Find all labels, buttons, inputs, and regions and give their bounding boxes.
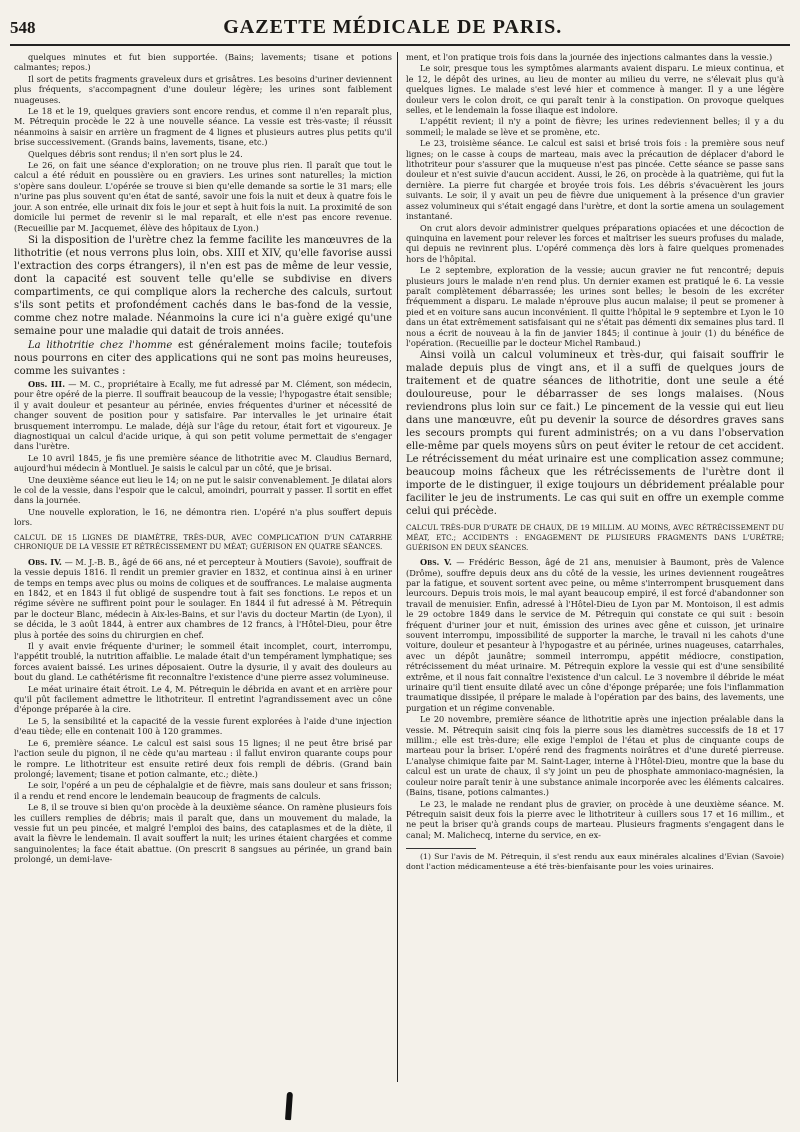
footnote: (1) Sur l'avis de M. Pétrequin, il s'est rendu aux eaux minérales alcalines d'Evian (Savoie) dont l'action médicamenteuse a été très-bienfaisante pour les voies urinaires.	[406, 852, 784, 872]
right-paragraph-6: Le 2 septembre, exploration de la vessie; aucun gravier ne fut rencontré; depuis plusieurs jours le malade n'en rend plus. Un dernier examen est pratiqué le 6. La vessie paraît complètement débarrassée; les urines sont belles; le besoin de les excréter fréquemment a disparu. Le malade n'éprouve plus aucun malaise; il peut se promener à pied et en voiture sans aucun inconvénient. Il quitte l'hôpital le 9 septembre et Lyon le 10 dans un état extrêmement satisfaisant qui ne s'était pas démenti dix semaines plus tard. Il nous a écrit de nouveau à la fin de janvier 1845; il continue à jouir (1) du bénéfice de l'opération. (Recueillie par le docteur Michel Rambaud.)	[406, 265, 784, 348]
journal-title: GAZETTE MÉDICALE DE PARIS.	[223, 16, 563, 38]
lithotritie-homme-italic: La lithotritie chez l'homme	[28, 339, 173, 351]
left-paragraph-9: Le 10 avril 1845, je fis une première séance de lithotritie avec M. Claudius Bernard, aujourd'hui médecin à Montluel. Je saisis le calcul par un côté, que je brisai.	[14, 452, 392, 474]
left-paragraph-16: Le 6, première séance. Le calcul est saisi sous 15 lignes; il ne peut être brisé par l'action seule du pignon, il ne cède qu'au marteau : il fallut environ quarante coups pour le rompre. Le lithotriteur est ensuite retiré deux fois rempli de débris. (Grand bain prolongé; lavement; tisane et potion calmante, etc.; diète.)	[14, 737, 392, 779]
section-caption-1: CALCUL DE 15 LIGNES DE DIAMÈTRE, TRÈS-DUR, AVEC COMPLICATION D'UN CATARRHE CHRONIQUE DE LA VESSIE ET RÉTRÉCISSEMENT DU MÉAT; GUÉRISON EN QUATRE SÉANCES.	[14, 532, 392, 552]
left-paragraph-17: Le soir, l'opéré a un peu de céphalalgie et de fièvre, mais sans douleur et sans frisson; il a rendu et rend encore le lendemain beaucoup de fragments de calculs.	[14, 780, 392, 801]
obs-3-label: Obs. III.	[28, 378, 66, 389]
obs-4-text: — M. J.-B. B., âgé de 66 ans, né et percepteur à Moutiers (Savoie), souffrait de la vessie depuis 1816. Il rendit un premier gravier en 1832, et continua ainsi à en uriner de temps en temps avec plus ou moins de coliques et de souffrances. Le malaise augmenta en 1842, et en 1843 il fut obligé de suspendre tout à fait ses fonctions. Le repos et un régime sévère ne suffirent point pour le soulager. En 1844 il fut adressé à M. Pétrequin par le docteur Blanc, médecin à Aix-les-Bains, et sur l'avis du docteur Martin (de Lyon), il se décida, le 3 août 1844, à entrer aux chambres de 12 francs, à l'Hôtel-Dieu, pour être plus à portée des soins du chirurgien en chef.	[14, 556, 393, 640]
page-number: 548	[10, 18, 36, 37]
left-paragraph-14: Le méat urinaire était étroit. Le 4, M. Pétrequin le débrida en avant et en arrière pour qu'il pût facilement admettre le lithotriteur. Il entretint l'agrandissement avec un cône d'éponge préparée à la cire.	[14, 683, 392, 715]
obs-3-text: — M. C., propriétaire à Ecally, me fut adressé par M. Clément, son médecin, pour être opéré de la pierre. Il souffrait beaucoup de la vessie; l'hypogastre était sensible; il y avait douleur et pesanteur au périnée, envies fréquentes d'uriner et nécessité de changer souvent de position pour y satisfaire. Par intervalles le jet urinaire était brusquement interrompu. Le malade, déjà sur l'âge du retour, était fort et vigoureux. Je diagnostiquai un calcul d'acide urique, à qui son petit volume permettait de s'engager dans l'urètre.	[14, 378, 393, 452]
obs-5-text: — Frédéric Besson, âgé de 21 ans, menuisier à Baumont, près de Valence (Drôme), souffre depuis deux ans du côté de la vessie, les urines deviennent rougeâtres par la fatigue, et souvent sortent avec peine, ou même s'interrompent brusquement dans leurcours. Depuis trois mois, le mal ayant beaucoup empiré, il est forcé d'abandonner son travail de menuisier. Enfin, adressé à l'Hôtel-Dieu de Lyon par M. Montoison, il est admis le 29 octobre 1849 dans le service de M. Pétrequin qui constate ce qui suit : besoin fréquent d'uriner jour et nuit, émission des urines avec gêne et cuisson, jet urinaire souvent interrompu, impossibilité de supporter la marche, le travail ni les cahots d'une voiture, douleur et pesanteur à l'hypogastre et au périnée, urines nuageuses, catarrhales, avec un dépôt jaunâtre; sommeil interrompu, appétit médiocre, constipation, rétrécissement du méat urinaire. M. Pétrequin explore la vessie qui est d'une sensibilité extrême, et il nous fait connaître l'existence d'un calcul. Le 3 novembre il débride le méat urinaire qu'il tient ensuite dilaté avec un cône d'éponge préparée; une fois l'inflammation traumatique dissipée, il prépare le malade à l'opération par des bains, des lavements, une purgation et un régime convenable.	[406, 557, 784, 713]
right-paragraph-4: Le 23, troisième séance. Le calcul est saisi et brisé trois fois : la première sous neuf lignes; on le casse à coups de marteau, mais avec la précaution de déplacer d'abord le lithotriteur pour s'assurer que la muqueuse n'est pas pincée. Cette séance se passe sans douleur et n'est suivie d'aucun accident. Aussi, le 26, on procède à la quatrième, qui fut la dernière. La pierre fut chargée et broyée trois fois. Les débris s'évacuèrent les jours suivants. Le soir, il y avait un peu de fièvre due uniquement à la présence d'un gravier assez volumineux qui s'était engagé dans l'urètre, et dont la sortie amena un soulagement instantané.	[406, 138, 784, 222]
right-paragraph-3: L'appétit revient; il n'y a point de fièvre; les urines redeviennent belles; il y a du sommeil; le malade se lève et se promène, etc.	[406, 116, 784, 137]
obs-5-label: Obs. V.	[420, 557, 452, 568]
left-paragraph-5: Le 26, on fait une séance d'exploration; on ne trouve plus rien. Il paraît que tout le calcul a été réduit en poussière ou en graviers. Les urines sont naturelles; la miction s'opère sans douleur. L'opérée se trouve si bien qu'elle demande sa sortie le 31 mars; elle n'urine pas plus souvent qu'en état de santé, savoir une fois la nuit et deux à quatre fois le jour. A son entrée, elle urinait dix fois le jour et sept à huit fois la nuit. La proximité de son domicile lui permet de revenir si le mal reparaît, et elle n'est pas encore revenue. (Recueillie par M. Jacquemet, élève des hôpitaux de Lyon.)	[14, 160, 392, 233]
right-paragraph-5: On crut alors devoir administrer quelques préparations opiacées et une décoction de quinquina en lavement pour relever les forces et maîtriser les sueurs profuses du malade, qui depuis ne revinrent plus. L'opéré commença dès lors à faire quelques promenades hors de l'hôpital.	[406, 222, 784, 264]
page-header	[10, 16, 790, 46]
left-paragraph-4: Quelques débris sont rendus; il n'en sort plus le 24.	[28, 148, 243, 159]
left-paragraph-10: Une deuxième séance eut lieu le 14; on ne put le saisir convenablement. Je dilatai alors le col de la vessie, dans l'espoir que le calcul, amoindri, pourrait y passer. Il sortit en effet dans la journée.	[14, 474, 392, 506]
right-paragraph-1: ment, et l'on pratique trois fois dans la journée des injections calmantes dans la vessie.)	[406, 52, 773, 62]
right-column	[406, 52, 784, 873]
left-paragraph-3: Le 18 et le 19, quelques graviers sont encore rendus, et comme il n'en reparaît plus, M. Pétrequin procède le 22 à une nouvelle séance. La vessie est très-vaste; il réussit néanmoins à saisir en arrière un fragment de 4 lignes et plusieurs autres plus petits qu'il brise successivement. (Grands bains, lavements, tisane, etc.)	[14, 106, 392, 148]
left-paragraph-13: Il y avait envie fréquente d'uriner; le sommeil était incomplet, court, interrompu, l'appétit troublé, la nutrition affaiblie. Le malade était d'un tempérament lymphatique; ses forces avaient baissé. Les urines déposaient. Outre la dysurie, il y avait des douleurs au bout du gland. Le cathétérisme fit reconnaître l'existence d'une pierre assez volumineuse.	[14, 641, 392, 683]
left-paragraph-7	[14, 339, 392, 378]
left-paragraph-1: quelques minutes et fut bien supportée. (Bains; lavements; tisane et potions calmantes; repos.)	[14, 52, 392, 73]
left-paragraph-15: Le 5, la sensibilité et la capacité de la vessie furent explorées à l'aide d'une injection d'eau tiède; elle en contenait 100 à 120 grammes.	[14, 715, 392, 737]
observation-3	[14, 379, 392, 452]
right-paragraph-9: Le 20 novembre, première séance de lithotritie après une injection préalable dans la vessie. M. Pétrequin saisit cinq fois la pierre sous les diamètres successifs de 18 et 17 millim.; elle est très-dure; elle exige l'emploi de l'étau et plus de cinquante coups de marteau pour la briser. L'opéré rend des fragments noirâtres et d'une dureté pierreuse. L'analyse chimique faite par M. Saint-Lager, interne à l'Hôtel-Dieu, montre que la base du calcul est un urate de chaux, il s'y joint un peu de phosphate ammoniaco-magnésien, la couleur noire paraît tenir à une substance animale incorporée avec les éléments calcaires. (Bains, tisane, potions calmantes.)	[406, 714, 784, 798]
left-column	[14, 52, 392, 866]
right-paragraph-2: Le soir, presque tous les symptômes alarmants avaient disparu. Le mieux continua, et le 12, le dépôt des urines, au lieu de monter au milieu du verre, ne s'élevait plus qu'à quelques lignes. Le malade s'est levé hier et commence à manger. Il y a une légère douleur vers le colon droit, ce qui paraît tenir à la constipation. On provoque quelques selles, et le lendemain la fosse iliaque est indolore.	[406, 63, 784, 116]
right-paragraph-7: Ainsi voilà un calcul volumineux et très-dur, qui faisait souffrir le malade depuis plus de vingt ans, et il a suffi de quelques jours de traitement et de quatre séances de lithotritie, dont une seule a été douloureuse, pour le débarrasser de ses longs malaises. (Nous reviendrons plus loin sur ce fait.) Le pincement de la vessie qui eut lieu dans une manœuvre, eût pu devenir la source de désordres graves sans les secours prompts qui furent administrés; on a vu dans l'observation elle-même par quels moyens sûrs on peut éviter le retour de cet accident. Le rétrécissement du méat urinaire est une complication assez commune; beaucoup moins fâcheux que les rétrécissements de l'urètre dont il importe de le distinguer, il exige toujours un débridement préalable pour faciliter le jeu de instruments. Le cas qui suit en offre un exemple comme celui qui précède.	[406, 350, 784, 518]
right-paragraph-10: Le 23, le malade ne rendant plus de gravier, on procède à une deuxième séance. M. Pétrequin saisit deux fois la pierre avec le lithotriteur à cuillers sous 17 et 16 millim., et ne peut la briser qu'à grands coups de marteau. Plusieurs fragments s'engagent dans le canal; M. Malichecq, interne du service, en ex-	[406, 798, 784, 840]
left-paragraph-6: Si la disposition de l'urètre chez la femme facilite les manœuvres de la lithotritie (et nous verrons plus loin, obs. XIII et XIV, qu'elle favorise aussi l'extraction des corps étrangers), il n'en est pas de même de leur vessie, dont la capacité est souvent telle qu'elle se subdivise en divers compartiments, ce qui complique alors la recherche des calculs, surtout s'ils sont petits et profondément cachés dans le bas-fond de la vessie, comme chez notre malade. Néanmoins la cure ici n'a guère exigé qu'une semaine pour une maladie qui datait de trois années.	[14, 234, 392, 337]
observation-5	[406, 557, 784, 713]
footnote-rule	[406, 848, 476, 849]
obs-4-label: Obs. IV.	[28, 556, 62, 567]
section-caption-2: CALCUL TRÈS-DUR D'URATE DE CHAUX, DE 19 MILLIM. AU MOINS, AVEC RÉTRÉCISSEMENT DU MÉAT, ETC.; ACCIDENTS : ENGAGEMENT DE PLUSIEURS FRAGMENTS DANS L'URÈTRE; GUÉRISON EN DEUX SÉANCES.	[406, 523, 784, 552]
ink-blot	[285, 1092, 293, 1120]
column-divider	[397, 52, 398, 1082]
left-paragraph-7-rest: est généralement moins facile; toutefois nous pourrons en citer des applications qui ne sont pas moins heureuses, comme les suivantes :	[14, 339, 393, 377]
left-paragraph-18: Le 8, il se trouve si bien qu'on procède à la deuxième séance. On ramène plusieurs fois les cuillers remplies de débris; mais il paraît que, dans un mouvement du malade, la vessie fut un peu pincée, et malgré l'emploi des bains, des cataplasmes et de la diète, il avait la fièvre le lendemain. Il avait souffert la nuit; les urines étaient chargées et comme sanguinolentes; la face était abattue. (On prescrit 8 sangsues au périnée, un grand bain prolongé, un demi-lave-	[14, 802, 392, 865]
left-paragraph-2: Il sort de petits fragments graveleux durs et grisâtres. Les besoins d'uriner deviennent plus fréquents, s'accompagnent d'une douleur légère; les urines sont faiblement nuageuses.	[14, 73, 392, 105]
left-paragraph-11: Une nouvelle exploration, le 16, ne démontra rien. L'opéré n'a plus souffert depuis lors.	[14, 506, 392, 528]
observation-4	[14, 557, 392, 640]
